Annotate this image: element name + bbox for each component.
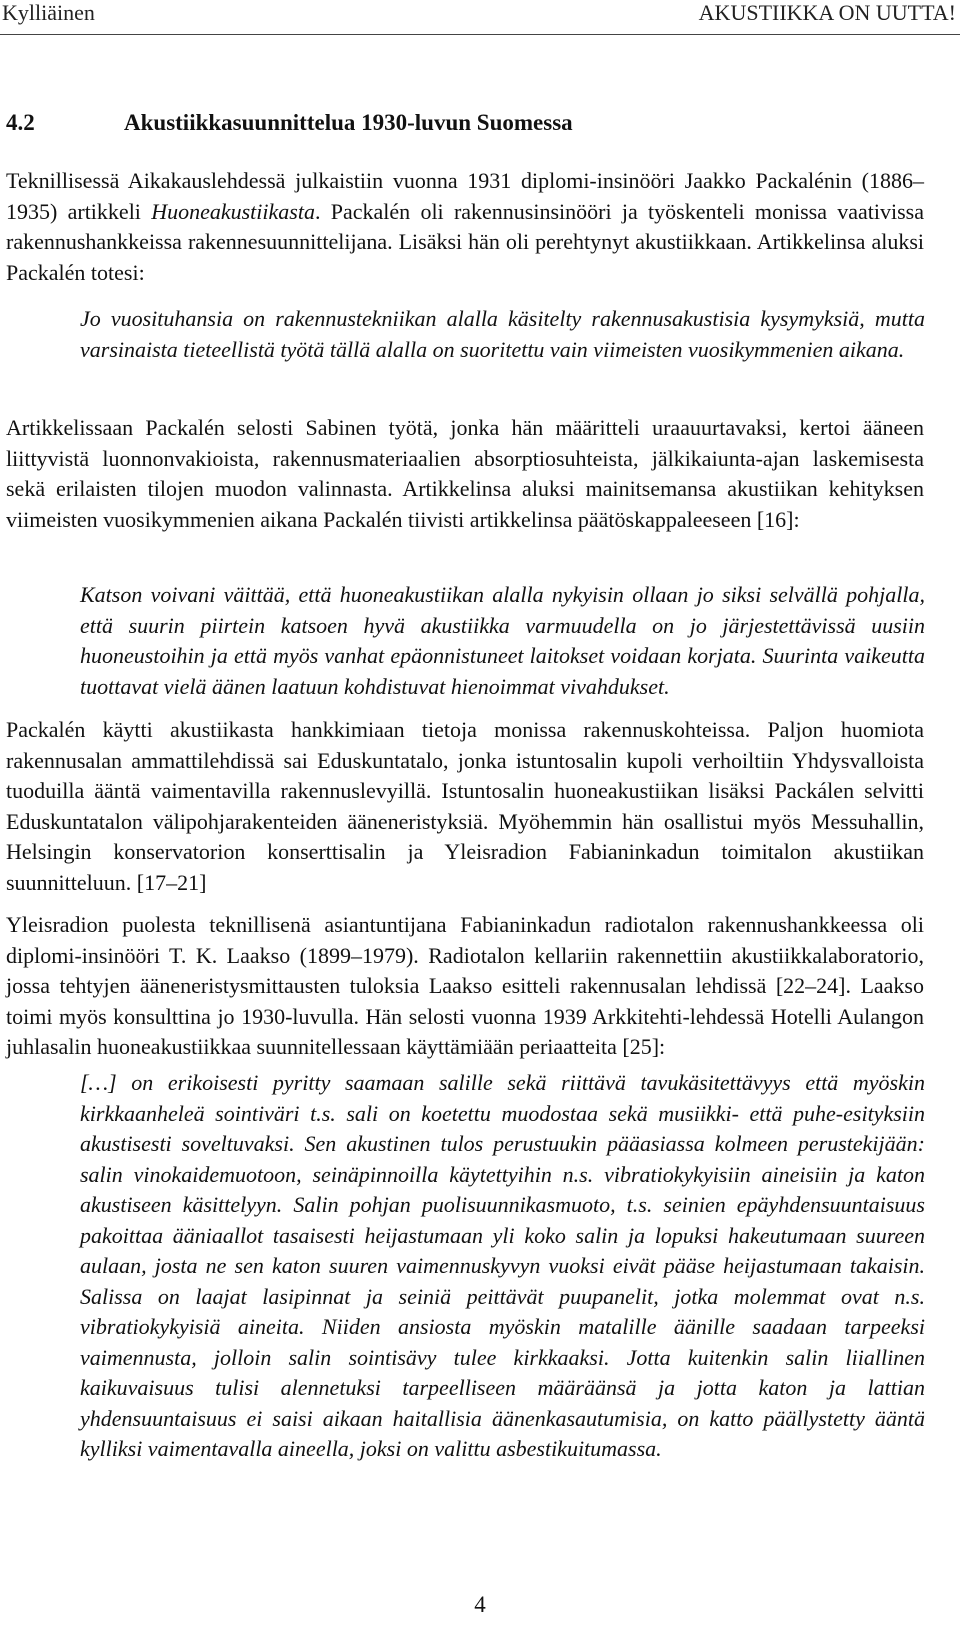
paragraph-4: Yleisradion puolesta teknillisenä asiantuntijana Fabianinkadun radiotalon rakennushankkeessa oli diplomi-insinööri T. K. Laakso (1899–1979). Radiotalon kellariin rakennettiin akustiikkalaboratorio, jossa tehtyjen ääneneristysmittausten tuloksia Laakso esitteli rakennusalan lehdissä [22–24]. Laakso toimi myös konsulttina jo 1930-luvulla. Hän selosti vuonna 1939 Arkkitehti-lehdessä Hotelli Aulangon juhlasalin huoneakustiikkaa suunnitellessaan käyttämiään periaatteita [25]: [6, 912, 924, 1059]
page-number: 4 [474, 1592, 486, 1617]
block-quote-3: […] on erikoisesti pyritty saamaan salille sekä riittävä tavukäsitettävyys että myöskin kirkkaanheleä sointiväri t.s. sali on koetettu muodostaa sekä musiikki- että puhe-esityksiin akustisesti soveltuvaksi. Sen akustinen tulos perustuukin pääasiassa kolmeen perustekijään: salin vinokaidemuotoon, seinäpinnoilla käytettyihin n.s. vibratiokykyisiin aineisiin ja katon akustiseen käsittelyyn. Salin pohjan puolisuunnikasmuoto, t.s. seinien epäyhdensuuntaisuus pakoittaa ääniaallot tasaisesti heijastumaan yli koko salin ja lopuksi hakeutumaan suureen aulaan, josta ne sen katon suuren vaimennuskyvyn vuoksi eivät pääse heijastumaan takaisin. Salissa on laajat lasipinnat ja seiniä peittävät puupanelit, jotka molemmat ovat n.s. vibratiokykyisiä aineita. Niiden ansiosta myöskin matalille äänille saadaan tarpeeksi vaimennusta, jolloin salin sointisävy tulee kirkkaaksi. Jotta kuitenkin salin liiallinen kaikuvaisuus tulisi alennetuksi tarpeelliseen määräänsä ja jotta katon ja lattian yhdensuuntaisuus ei saisi aikaan haitallisia äänenkasautumisia, on katto päällystetty ääntä kylliksi vaimentavalla aineella, joksi on valittu asbestikuitumassa. [80, 1070, 925, 1461]
paragraph-1 [6, 166, 924, 288]
block-quote-2: Katson voivani väittää, että huoneakustiikan alalla nykyisin ollaan jo siksi selvällä pohjalla, että suurin piirtein katsoen hyvä akustiikka varmuudella on jo järjestettävissä uusiin huoneustoihin ja että myös vanhat epäonnistuneet laitokset voidaan korjata. Suurinta vaikeutta tuottavat vielä äänen laatuun kohdistuvat hienoimmat vivahdukset. [80, 582, 925, 699]
paragraph-1-text-a: Teknillisessä Aikakauslehdessä julkaistiin vuonna 1931 diplomi-insinööri Jaakko Packalénin (1886–1935) artikkeli [6, 168, 924, 224]
paragraph-3: Packalén käytti akustiikasta hankkimiaan tietoja monissa rakennuskohteissa. Paljon huomiota rakennusalan ammattilehdissä sai Eduskuntatalo, jonka istuntosalin kupoli verhoiltiin Yhdysvalloista tuoduilla ääntä vaimentavilla rakennuslevyillä. Istuntosalin huoneakustiikan lisäksi Packálen selvitti Eduskuntatalon välipohjarakenteiden ääneneristyksiä. Myöhemmin hän osallistui myös Messuhallin, Helsingin konservatorion konserttisalin ja Yleisradion Fabianinkadun toimitalon akustiikan suunnitteluun. [17–21] [6, 717, 924, 895]
header-title: AKUSTIIKKA ON UUTTA! [698, 0, 956, 25]
header-author: Kylliäinen [2, 0, 95, 25]
header-rule [0, 34, 960, 35]
section-number: 4.2 [6, 110, 35, 135]
section-heading [6, 110, 573, 136]
paragraph-2: Artikkelissaan Packalén selosti Sabinen työtä, jonka hän määritteli uraauurtavaksi, kertoi ääneen liittyvistä luonnonvakioista, rakennusmateriaalien absorptiosuhteista, jälkikaiunta-ajan laskemisesta sekä erilaisten tilojen muodon valinnasta. Artikkelinsa aluksi mainitsemansa akustiikan kehityksen viimeisten vuosikymmenien aikana Packalén tiivisti artikkelinsa päätöskappaleeseen [16]: [6, 415, 924, 532]
running-header [0, 0, 960, 32]
section-title: Akustiikkasuunnittelua 1930-luvun Suomessa [124, 110, 573, 135]
article-title: Huoneakustiikasta [151, 198, 315, 224]
block-quote-1: Jo vuosituhansia on rakennustekniikan alalla käsitelty rakennusakustisia kysymyksiä, mutta varsinaista tieteellistä työtä tällä alalla on suoritettu vain viimeisten vuosikymmenien aikana. [80, 306, 925, 362]
paragraph-1-text-b: . Packalén oli rakennusinsinööri ja työskenteli monissa vaativissa rakennushankkeissa rakennesuunnittelijana. Lisäksi hän oli perehtynyt akustiikkaan. Artikkelinsa aluksi Packalén totesi: [6, 198, 924, 285]
